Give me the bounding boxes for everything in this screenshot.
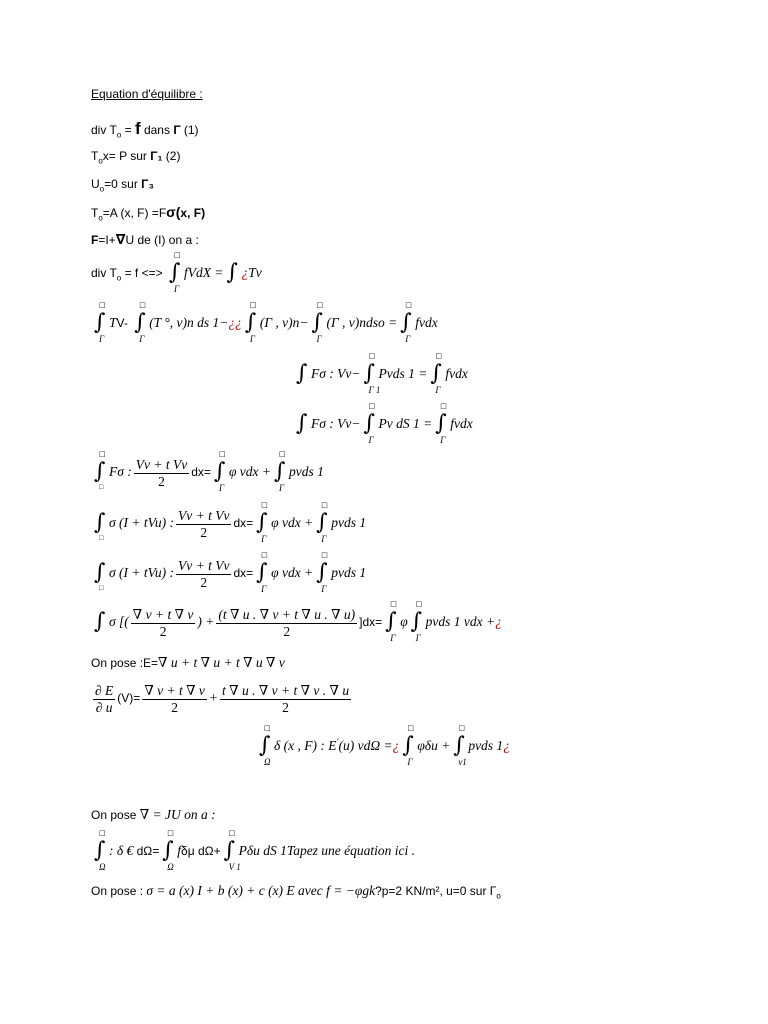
integral-sign-icon: ∫ □ Γ (256, 501, 268, 544)
integral-sign-icon: ∫ □ Γ (134, 301, 146, 344)
integral-sign-icon: ∫ □ Γ (363, 402, 376, 445)
equation-weak-form-4: ∫ Fσ : Vv− ∫ □ Γ Pv dS 1 = ∫ □ Γ fvdx (296, 402, 473, 445)
equation-placeholder[interactable]: Tapez une équation ici . (286, 843, 416, 859)
integral-sign-icon: ∫ □ Γ (316, 551, 328, 594)
equation-virtual-work: ∫ □ Ω : δ € dΩ= ∫ □ Ω fδμ dΩ+ ∫ □ V 1 Pδu dS 1Tapez une équation ici . (94, 829, 416, 872)
integral-sign-icon: ∫ □ Ω (259, 724, 271, 767)
equation-u0: $U_o=0$ sur Γ₃ (91, 177, 154, 194)
fraction: $\frac{t \nabla u . \nabla v + t \nabla v . \nabla u}{2}$ (222, 683, 350, 715)
equation-weak-form-8: ∫ σ [( $\frac{\nabla v + t \nabla v}{2}$ ) + $\frac{(t \nabla u . \nabla v + t \nabla u . \nabla u)}{2}$ ]dx= ∫ □ Γ φ ∫ □ Γ pvds 1 vdx +¿ (94, 600, 502, 643)
equation-weak-form-5: ∫ □ □ Fσ : $\frac{\text{Vv + t Vv}}{2}$ dx= ∫ □ Γ φ vdx + ∫ □ Γ pvds 1 (94, 450, 324, 493)
integral-sign-icon: ∫ □ (94, 510, 106, 542)
fraction: $\frac{\nabla v + t \nabla v}{2}$ (144, 683, 205, 715)
equation-weak-form-3: ∫ Fσ : Vv− ∫ □ Γ 1 Pvds 1 = ∫ □ Γ fvdx (296, 352, 468, 395)
equation-weak-form-1: div $T_o = f$ <=> ∫ □ Γ fVdX = ∫ ¿Tv (91, 251, 262, 294)
fraction: $\frac{\text{Vv + t Vv}}{2}$ (178, 508, 230, 540)
fraction: $\frac{\partial E}{\partial u}$ (95, 683, 114, 715)
integral-sign-icon: ∫ □ Ω (94, 829, 106, 872)
integral-sign-icon: ∫ □ Γ (94, 301, 106, 344)
integral-sign-icon: ∫ (94, 609, 106, 634)
integral-sign-icon: ∫ □ Γ 1 (363, 352, 381, 395)
equation-on-pose-nabla: On pose ∇ = JU on a : (91, 807, 216, 822)
equation-div-t0: div $T_o = f$ dans Γ (1) (91, 119, 199, 140)
integral-sign-icon: ∫ □ Γ (402, 724, 414, 767)
equation-t0x: $T_ox= P$ sur Γ₁ (2) (91, 149, 181, 166)
integral-sign-icon: ∫ □ Γ (435, 402, 447, 445)
integral-sign-icon: ∫ (296, 411, 308, 436)
integral-sign-icon: ∫ (296, 361, 308, 386)
integral-sign-icon: ∫ □ Γ (385, 600, 397, 643)
integral-sign-icon: ∫ □ Γ (168, 251, 181, 294)
fraction: $\frac{\text{Vv + t Vv}}{2}$ (135, 457, 188, 489)
equation-on-pose-e: On pose :E=∇ u + t ∇ u + t ∇ u ∇ v (91, 655, 285, 670)
section-heading: Equation d'équilibre : (91, 87, 203, 101)
equation-weak-form-6: ∫ □ σ (I + tVu) : $\frac{\text{Vv + t Vv}}{2}$ dx= ∫ □ Γ φ vdx + ∫ □ Γ pvds 1 (94, 501, 367, 544)
integral-sign-icon: ∫ □ Γ (400, 301, 412, 344)
equation-derivative: $\frac{\partial E}{\partial u}$ (V)= $\frac{\nabla v + t \nabla v}{2}$ + $\frac{t \nabla u . \nabla v + t \nabla v . \nabla u}{2}$ (95, 683, 350, 715)
equation-f-def: F=I+∇U de (I) on a : (91, 231, 199, 247)
integral-sign-icon: ∫ □ Γ (316, 501, 328, 544)
equation-variational: ∫ □ Ω δ (x , F) : E′(u) vdΩ =¿ ∫ □ Γ φδu + ∫ □ v1 pvds 1¿ (259, 724, 510, 767)
integral-sign-icon: ∫ □ Γ (244, 301, 257, 344)
integral-sign-icon: ∫ □ v1 (453, 724, 467, 767)
integral-sign-icon: ∫ (226, 260, 238, 285)
integral-sign-icon: ∫ □ Γ (213, 450, 226, 493)
fraction: $\frac{\text{Vv + t Vv}}{2}$ (178, 558, 230, 590)
equation-weak-form-7: ∫ □ σ (I + tVu) : $\frac{\text{Vv + t Vv}}{2}$ dx= ∫ □ Γ φ vdx + ∫ □ Γ pvds 1 (94, 551, 367, 594)
equation-constitutive: On pose : σ = a (x) I + b (x) + c (x) E avec f = −φgk?p=2 KN/m², u=0 sur $\Gamma_o$ (91, 883, 501, 901)
fraction: $\frac{\nabla v + t \nabla v}{2}$ (132, 607, 194, 639)
integral-sign-icon: ∫ □ Γ (256, 551, 268, 594)
integral-sign-icon: ∫ □ (94, 560, 106, 592)
integral-sign-icon: ∫ □ Γ (430, 352, 442, 395)
integral-sign-icon: ∫ □ Γ (311, 301, 324, 344)
equation-t0-a: $T_o=A$ (x, F) =Fσ(x, F) (91, 204, 206, 223)
integral-sign-icon: ∫ □ Γ (410, 600, 423, 643)
integral-sign-icon: ∫ □ □ (94, 450, 106, 491)
equation-weak-form-2: ∫ □ Γ TV- ∫ □ Γ (T °, v)n ds 1−¿¿ ∫ □ Γ (Γ , v)n− ∫ □ Γ (Γ , v)ndso = ∫ □ Γ fvdx (94, 301, 438, 344)
fraction: $\frac{(t \nabla u . \nabla v + t \nabla u . \nabla u)}{2}$ (218, 607, 356, 639)
integral-sign-icon: ∫ □ V 1 (223, 829, 241, 872)
integral-sign-icon: ∫ □ Ω (162, 829, 174, 872)
integral-sign-icon: ∫ □ Γ (274, 450, 286, 493)
